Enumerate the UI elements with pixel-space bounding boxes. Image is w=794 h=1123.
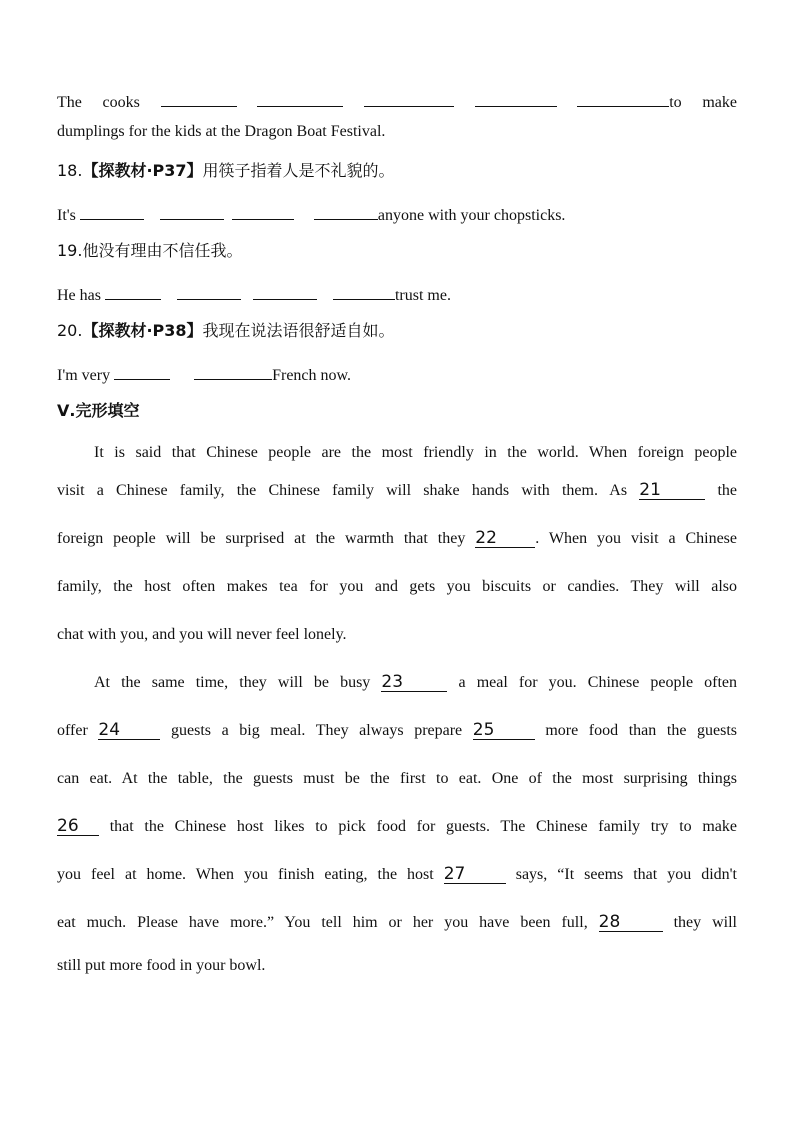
p2-line6: eat much. Please have more.” You tell him or her you have been full, 28 they will (57, 912, 737, 932)
p1-line1: It is said that Chinese people are the most friendly in the world. When foreign people (94, 444, 737, 461)
blank-27[interactable]: 27 (444, 865, 506, 884)
q20-answer-line: I'm very French now. (57, 363, 351, 386)
q17-blank-5[interactable] (577, 90, 669, 107)
q18-answer-line: It's anyone with your chopsticks. (57, 203, 565, 226)
p2-line2: offer 24 guests a big meal. They always prepare 25 more food than the guests (57, 720, 738, 740)
q17-blank-3[interactable] (364, 90, 454, 107)
blank-26[interactable]: 26 (57, 817, 99, 836)
q17-blank-1[interactable] (161, 90, 237, 107)
p1-line3: foreign people will be surprised at the warmth that they 22 . When you visit a Chinese (57, 528, 738, 548)
blank-22[interactable]: 22 (475, 529, 535, 548)
q20-prompt: 20.【探教材·P38】我现在说法语很舒适自如。 (57, 321, 395, 340)
q17-blank-4[interactable] (475, 90, 557, 107)
blank-24[interactable]: 24 (98, 721, 160, 740)
q20-blank-2[interactable] (194, 363, 272, 380)
p1-line2: visit a Chinese family, the Chinese family will shake hands with them. As 21 the (57, 480, 738, 500)
q19-prompt: 19.他没有理由不信任我。 (57, 241, 243, 260)
textbook-tag: 【探教材·P37】 (82, 161, 203, 180)
q19-blank-1[interactable] (105, 283, 161, 300)
q17-line1: The cooks to make (57, 90, 737, 113)
q18-blank-2[interactable] (160, 203, 224, 220)
blank-21[interactable]: 21 (639, 481, 705, 500)
q18-prompt: 18.【探教材·P37】用筷子指着人是不礼貌的。 (57, 161, 395, 180)
section-title: Ⅴ.完形填空 (57, 401, 140, 420)
q18-blank-1[interactable] (80, 203, 144, 220)
q20-blank-1[interactable] (114, 363, 170, 380)
blank-28[interactable]: 28 (599, 913, 663, 932)
p2-line5: you feel at home. When you finish eating, the host 27 says, “It seems that you didn't (57, 864, 738, 884)
p2-line1: At the same time, they will be busy 23 a meal for you. Chinese people often (94, 672, 738, 692)
q19-blank-4[interactable] (333, 283, 395, 300)
q18-blank-3[interactable] (232, 203, 294, 220)
q19-answer-line: He has trust me. (57, 283, 451, 306)
q17-line2: dumplings for the kids at the Dragon Boat Festival. (57, 123, 386, 140)
q18-blank-4[interactable] (314, 203, 378, 220)
p2-line7: still put more food in your bowl. (57, 957, 266, 974)
blank-23[interactable]: 23 (381, 673, 447, 692)
blank-25[interactable]: 25 (473, 721, 535, 740)
p1-line5: chat with you, and you will never feel lonely. (57, 626, 347, 643)
q17-blank-2[interactable] (257, 90, 343, 107)
p2-line3: can eat. At the table, the guests must be the first to eat. One of the most surprising things (57, 770, 737, 787)
textbook-tag: 【探教材·P38】 (82, 321, 203, 340)
p1-line4: family, the host often makes tea for you and gets you biscuits or candies. They will also (57, 578, 737, 595)
q19-blank-2[interactable] (177, 283, 241, 300)
q19-blank-3[interactable] (253, 283, 317, 300)
p2-line4: 26 that the Chinese host likes to pick food for guests. The Chinese family try to make (57, 816, 738, 836)
